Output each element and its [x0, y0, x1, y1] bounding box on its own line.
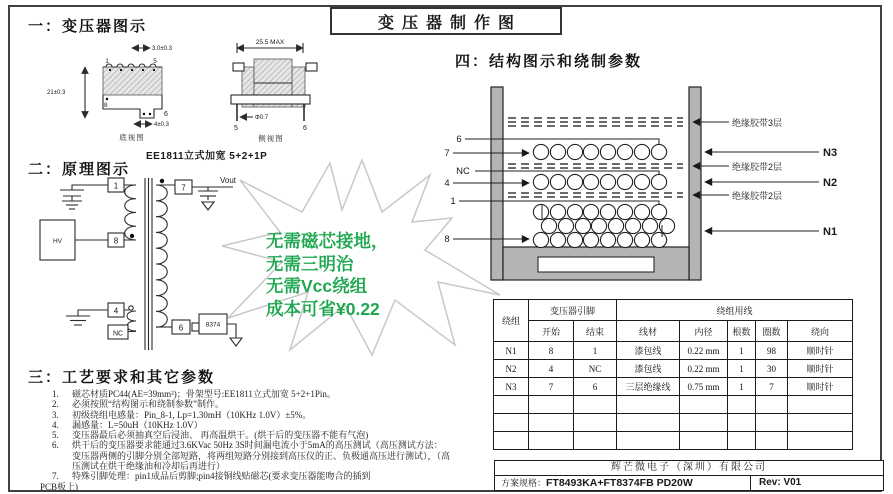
tech-list-item-text: 必须按照“结构图示和绕制参数”制作。	[72, 399, 224, 410]
transformer-core	[145, 178, 152, 350]
col-header-strands: 根数	[728, 321, 756, 342]
table-cell: 0.22 mm	[680, 360, 728, 378]
table-cell: N2	[494, 360, 529, 378]
table-cell: 三层绝缘线	[617, 378, 680, 396]
table-cell: NC	[574, 360, 617, 378]
pin6-label: 6	[178, 323, 184, 333]
tech-list-item-text: 初级绕组电感量：Pin_8-1, Lp=1.30mH（10KHz 1.0V）±5%。	[72, 409, 312, 420]
ground-triangle-icon	[202, 202, 214, 210]
table-cell: 1	[574, 342, 617, 360]
table-cell: 30	[756, 360, 788, 378]
tech-list-item	[52, 420, 450, 430]
table-cell: 8	[529, 342, 574, 360]
col-header-start: 开始	[529, 321, 574, 342]
col-group-pins: 变压器引脚	[529, 300, 617, 321]
diagram-pin-label: 6	[456, 134, 462, 145]
table-cell: 顺时针	[788, 342, 853, 360]
section4-heading: 四：结构图示和绕制参数	[455, 53, 643, 70]
table-cell	[756, 396, 788, 414]
polarity-dot	[130, 234, 134, 238]
callout-line: 无需Vcc绕组	[266, 276, 368, 296]
ground-icon	[66, 316, 90, 325]
vout-label: Vout	[220, 176, 237, 185]
revision: Rev: V01	[750, 476, 883, 490]
table-cell	[788, 432, 853, 450]
table-cell	[574, 432, 617, 450]
table-row	[494, 414, 853, 432]
table-cell: 98	[756, 342, 788, 360]
ic-label: 8374	[205, 321, 221, 329]
tech-list-item	[52, 399, 450, 409]
tech-list-item-text: 磁芯材质PC44(AE=39mm²)；骨架型号:EE1811立式加宽 5+2+1Pin。	[72, 389, 336, 399]
tech-list-item-number: 6.	[52, 440, 59, 451]
table-row	[494, 432, 853, 450]
pin-label: 6	[303, 125, 307, 132]
table-cell	[728, 396, 756, 414]
pin7-label: 7	[181, 183, 186, 193]
pin4-label: 4	[113, 306, 119, 316]
winding-parameter-table	[493, 299, 853, 450]
table-cell	[788, 414, 853, 432]
table-cell	[728, 432, 756, 450]
pin-label: 1	[105, 58, 109, 65]
callout-line: 无需三明治	[266, 254, 354, 274]
table-cell: 1	[728, 342, 756, 360]
table-cell	[494, 432, 529, 450]
winding-end-marker	[129, 306, 133, 310]
col-header-direction: 绕向	[788, 321, 853, 342]
winding-n2-turns	[533, 174, 666, 189]
table-row	[494, 342, 853, 360]
table-cell	[529, 396, 574, 414]
tech-list-item-text: 烘干后的变压器要求能通过3.6KVac 50Hz 3S时间漏电流小于5mA的高压测试（高压测试方法：变压器两侧的引脚分别全部短路，将两组短路分别接到高压仪的正、负极通高压进行测试），（高压测试在烘干绝缘油和冷却后再进行）	[72, 440, 451, 472]
dimension-width: 25.5 MAX	[255, 39, 285, 46]
table-cell	[680, 414, 728, 432]
dimension-left: 21±0.3	[47, 90, 66, 96]
section1-heading: 一：变压器图示	[28, 18, 148, 35]
spec-label: 方案规格：	[501, 478, 547, 488]
polarity-dot	[160, 179, 164, 183]
pin-label: 5	[234, 125, 238, 132]
table-row	[494, 378, 853, 396]
pin-label: 6	[164, 111, 168, 118]
table-cell: 6	[574, 378, 617, 396]
tech-list-item-text: 特殊引脚处理：pin1成品后剪脚;pin4接铜线贴磁芯(要求变压器能吻合的插到	[72, 471, 371, 482]
tech-list-item	[52, 440, 450, 471]
table-cell: 7	[756, 378, 788, 396]
spec-row	[495, 476, 750, 490]
capacitor-icon	[198, 191, 218, 196]
ground-icon	[62, 201, 82, 209]
col-group-wire: 绕组用线	[617, 300, 853, 321]
dimension-bottom: 4±0.3	[154, 122, 169, 128]
page-title: 变压器制作图	[330, 7, 562, 35]
tech-list-item-number: 1.	[52, 389, 59, 399]
table-cell: 7	[529, 378, 574, 396]
pin-label: 8	[104, 102, 108, 109]
col-header-diameter: 内径	[680, 321, 728, 342]
tape-label: 绝缘胶带3层	[732, 118, 783, 128]
table-cell	[617, 414, 680, 432]
col-header-wire: 线材	[617, 321, 680, 342]
pin1-label: 1	[113, 181, 119, 191]
table-row	[494, 360, 853, 378]
table-cell	[617, 432, 680, 450]
diagram-pin-label: 7	[444, 148, 450, 159]
table-cell	[494, 396, 529, 414]
tech-list-item	[52, 471, 450, 481]
bottom-view-drawing	[47, 46, 173, 142]
table-cell: N3	[494, 378, 529, 396]
side-view-drawing	[231, 39, 317, 143]
title-block	[494, 460, 884, 491]
table-cell: 4	[529, 360, 574, 378]
tech-list-item	[52, 389, 450, 399]
tech-list-item	[52, 430, 450, 440]
transformer-dimension-drawing	[40, 34, 370, 152]
table-cell	[788, 396, 853, 414]
tech-list-item-text: 变压器最后必须抽真空后浸油、 再高温烘干。(烘干后的变压器不能有气泡)	[72, 430, 369, 441]
table-cell: 顺时针	[788, 378, 853, 396]
core-type-label: EE1811立式加宽 5+2+1P	[146, 151, 268, 162]
winding-n3-turns	[533, 144, 666, 159]
tech-list-item-number: 3.	[52, 409, 59, 420]
tech-list-item	[52, 410, 450, 420]
tape-label: 绝缘胶带2层	[732, 191, 783, 201]
winding-n1-turns	[533, 204, 674, 247]
diagram-pin-label: 8	[444, 234, 450, 245]
section2-heading: 二：原理图示	[28, 161, 131, 178]
table-cell	[680, 432, 728, 450]
winding-label: N3	[823, 147, 838, 159]
tech-list-item-number: 7.	[52, 471, 59, 482]
table-cell	[756, 414, 788, 432]
pin-label: 5	[153, 58, 157, 65]
col-header-winding: 绕组	[494, 300, 529, 342]
table-cell	[680, 396, 728, 414]
table-cell	[617, 396, 680, 414]
table-cell: 0.75 mm	[680, 378, 728, 396]
diagram-pin-label: NC	[456, 166, 470, 177]
pin8-label: 8	[113, 236, 119, 246]
diagram-pin-label: 4	[444, 178, 450, 189]
table-cell: 漆包线	[617, 360, 680, 378]
col-header-end: 结束	[574, 321, 617, 342]
table-cell: 顺时针	[788, 360, 853, 378]
table-cell: 漆包线	[617, 342, 680, 360]
table-cell	[756, 432, 788, 450]
table-cell	[529, 432, 574, 450]
tech-list-item-number: 5.	[52, 430, 59, 441]
table-cell	[529, 414, 574, 432]
table-cell: 1	[728, 360, 756, 378]
secondary-winding	[156, 179, 167, 327]
table-cell	[574, 414, 617, 432]
diagram-pin-label: 1	[450, 196, 456, 207]
callout-line: 无需磁芯接地，	[266, 231, 389, 251]
section3-heading: 三：工艺要求和其它参数	[28, 369, 216, 386]
side-view-caption: 侧视图	[258, 134, 284, 143]
table-row	[494, 396, 853, 414]
table-cell: 0.22 mm	[680, 342, 728, 360]
callout-line: 成本可省¥0.22	[266, 299, 380, 319]
table-cell	[574, 396, 617, 414]
primary-winding	[125, 185, 136, 240]
dimension-top: 3.0±0.3	[152, 46, 172, 52]
tech-list	[40, 389, 451, 492]
bottom-view-caption: 底视图	[119, 133, 145, 142]
table-cell: N1	[494, 342, 529, 360]
hv-source-label: HV	[52, 238, 63, 245]
winding-label: N2	[823, 177, 838, 189]
tech-list-tail: PCB板上)	[40, 481, 79, 492]
capacitor-icon	[60, 190, 84, 196]
col-header-turns: 圈数	[756, 321, 788, 342]
company-name: 辉芒微电子（深圳）有限公司	[495, 461, 883, 476]
table-cell	[494, 414, 529, 432]
table-cell: 1	[728, 378, 756, 396]
winding-label: N1	[823, 226, 838, 238]
tech-list-item-text: 漏感量：L=50uH（10KHz 1.0V）	[72, 419, 203, 430]
spec-value: FT8493KA+FT8374FB PD20W	[546, 477, 693, 489]
winding-structure-diagram	[435, 76, 885, 294]
dimension-pin: Φ0.7	[255, 115, 269, 121]
tech-list-item-number: 2.	[52, 399, 59, 410]
tape-label: 绝缘胶带2层	[732, 162, 783, 172]
nc-label: NC	[112, 330, 124, 338]
tech-list-item-number: 4.	[52, 419, 59, 430]
table-cell	[728, 414, 756, 432]
